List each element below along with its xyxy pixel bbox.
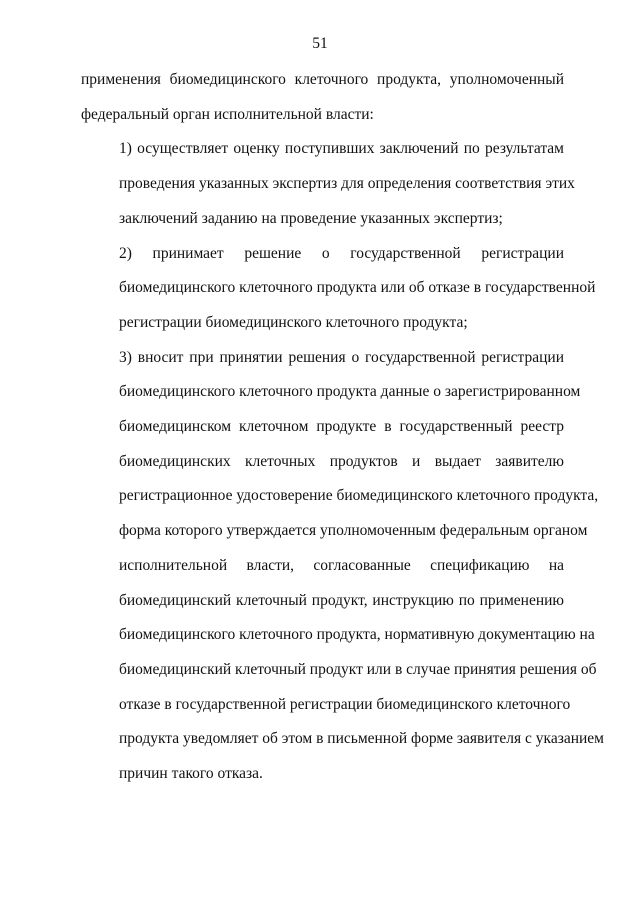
- text-line: федеральный орган исполнительной власти:: [81, 105, 374, 123]
- paragraph-intro: [81, 63, 564, 132]
- text-line: применения биомедицинского клеточного продукта, уполномоченный: [81, 71, 564, 88]
- paragraph-item-3: [81, 341, 604, 792]
- text-line: отказе в государственной регистрации биомедицинского клеточного: [119, 695, 571, 713]
- page-number: 51: [312, 35, 328, 52]
- text-line: биомедицинских клеточных продуктов и выдает заявителю: [119, 452, 564, 470]
- text-line: причин такого отказа.: [119, 765, 263, 783]
- text-line: регистрации биомедицинского клеточного продукта;: [119, 313, 468, 331]
- text-line: биомедицинский клеточный продукт, инструкцию по применению: [119, 591, 564, 609]
- text-line: проведения указанных экспертиз для определения соответствия этих: [119, 175, 575, 193]
- document-body: [81, 63, 604, 792]
- text-line: биомедицинском клеточном продукте в государственный реестр: [119, 418, 564, 436]
- text-line: форма которого утверждается уполномоченным федеральным органом: [119, 522, 588, 540]
- text-line: 3) вносит при принятии решения о государственной регистрации: [119, 348, 564, 366]
- text-line: биомедицинского клеточного продукта или об отказе в государственной: [119, 279, 596, 297]
- text-line: регистрационное удостоверение биомедицинского клеточного продукта,: [119, 487, 599, 505]
- text-line: заключений заданию на проведение указанных экспертиз;: [119, 209, 503, 227]
- text-line: биомедицинского клеточного продукта, нормативную документацию на: [119, 626, 595, 644]
- paragraph-item-1: [81, 132, 575, 236]
- text-line: 1) осуществляет оценку поступивших заключений по результатам: [119, 140, 564, 158]
- text-line: исполнительной власти, согласованные спецификацию на: [119, 556, 564, 574]
- text-line: биомедицинский клеточный продукт или в случае принятия решения об: [119, 660, 597, 678]
- text-line: биомедицинского клеточного продукта данные о зарегистрированном: [119, 383, 581, 401]
- text-line: продукта уведомляет об этом в письменной форме заявителя с указанием: [119, 730, 604, 748]
- text-line: 2) принимает решение о государственной регистрации: [119, 244, 564, 262]
- paragraph-item-2: [81, 237, 596, 341]
